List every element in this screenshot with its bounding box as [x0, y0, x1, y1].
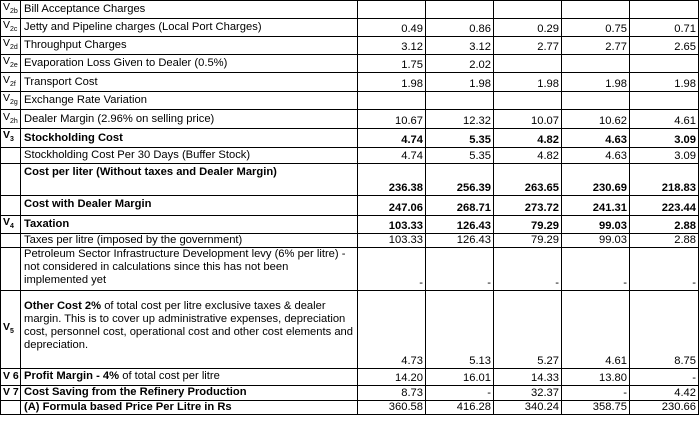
row-code: $V_{2d}$ [1, 37, 21, 55]
table-row [1, 129, 699, 147]
row-description [21, 290, 358, 368]
table-row [1, 92, 699, 110]
value-cell: 2.65 [630, 37, 699, 55]
value-cell: 1.98 [426, 73, 494, 92]
value-cell [358, 1, 426, 19]
value-cell: 126.43 [426, 233, 494, 247]
value-cell: 0.49 [358, 19, 426, 37]
row-description [21, 400, 358, 414]
row-bold-label: (A) Formula based Price Per Litre in Rs [24, 400, 232, 413]
value-cell: 416.28 [426, 400, 494, 414]
value-cell: 360.58 [358, 400, 426, 414]
row-code: V 7 [1, 385, 21, 400]
value-cell: 223.44 [630, 195, 699, 215]
value-cell [562, 55, 630, 73]
row-description: Taxes per litre (imposed by the government) [21, 233, 358, 247]
value-cell: 4.74 [358, 147, 426, 163]
value-cell [426, 92, 494, 110]
value-cell: 99.03 [562, 233, 630, 247]
table-row [1, 400, 699, 414]
table-row [1, 215, 699, 233]
table-row [1, 1, 699, 19]
row-code [1, 400, 21, 414]
row-code: $V_3$ [1, 129, 21, 147]
value-cell: 4.82 [494, 147, 562, 163]
row-description-text: of total cost per litre exclusive taxes & dealer margin. This is to cover up administrative expenses, depreciation cost, personnel cost, operational cost and other cost elements and depreciation. [24, 299, 353, 351]
value-cell: 236.38 [358, 163, 426, 195]
table-row [1, 247, 699, 290]
value-cell: - [494, 247, 562, 290]
value-cell: 4.42 [630, 385, 699, 400]
value-cell: 10.67 [358, 110, 426, 129]
value-cell: 3.12 [358, 37, 426, 55]
value-cell: - [562, 247, 630, 290]
table-row [1, 163, 699, 195]
value-cell: 2.77 [494, 37, 562, 55]
value-cell: 32.37 [494, 385, 562, 400]
row-code [1, 163, 21, 195]
row-description: Jetty and Pipeline charges (Local Port Charges) [21, 19, 358, 37]
value-cell: 10.62 [562, 110, 630, 129]
value-cell: 12.32 [426, 110, 494, 129]
value-cell: 13.80 [562, 368, 630, 385]
value-cell: 4.74 [358, 129, 426, 147]
value-cell: 14.33 [494, 368, 562, 385]
value-cell: 0.29 [494, 19, 562, 37]
value-cell: 4.61 [562, 290, 630, 368]
value-cell [426, 1, 494, 19]
value-cell: 0.71 [630, 19, 699, 37]
row-code [1, 247, 21, 290]
row-code: $V_{2h}$ [1, 110, 21, 129]
row-description: Stockholding Cost Per 30 Days (Buffer Stock) [21, 147, 358, 163]
value-cell: 8.75 [630, 290, 699, 368]
value-cell: - [630, 247, 699, 290]
row-bold-label: Other Cost 2% [24, 299, 102, 312]
value-cell: 4.61 [630, 110, 699, 129]
table-row [1, 73, 699, 92]
value-cell: 230.69 [562, 163, 630, 195]
value-cell: 103.33 [358, 233, 426, 247]
row-code: V 6 [1, 368, 21, 385]
value-cell: 230.66 [630, 400, 699, 414]
row-description [21, 368, 358, 385]
row-description: Dealer Margin (2.96% on selling price) [21, 110, 358, 129]
row-code: $V_4$ [1, 215, 21, 233]
value-cell: 103.33 [358, 215, 426, 233]
row-description: Petroleum Sector Infrastructure Development levy (6% per litre) - not considered in calculations since this has not been implemented yet [21, 247, 358, 290]
value-cell: - [358, 247, 426, 290]
value-cell: 2.88 [630, 215, 699, 233]
value-cell: 1.98 [494, 73, 562, 92]
row-description: Throughput Charges [21, 37, 358, 55]
row-description: Exchange Rate Variation [21, 92, 358, 110]
value-cell [630, 92, 699, 110]
value-cell: 0.86 [426, 19, 494, 37]
value-cell: 1.75 [358, 55, 426, 73]
value-cell: 273.72 [494, 195, 562, 215]
row-description: Bill Acceptance Charges [21, 1, 358, 19]
value-cell: 3.09 [630, 129, 699, 147]
row-code: $V_{2c}$ [1, 19, 21, 37]
value-cell: - [426, 385, 494, 400]
value-cell: 2.88 [630, 233, 699, 247]
table-row [1, 233, 699, 247]
value-cell: 10.07 [494, 110, 562, 129]
value-cell: - [630, 368, 699, 385]
value-cell [494, 1, 562, 19]
row-code: $V_{2g}$ [1, 92, 21, 110]
value-cell [494, 92, 562, 110]
value-cell: 126.43 [426, 215, 494, 233]
value-cell: 0.75 [562, 19, 630, 37]
value-cell: 340.24 [494, 400, 562, 414]
row-bold-label: Cost Saving from the Refinery Production [24, 386, 247, 399]
value-cell: 99.03 [562, 215, 630, 233]
value-cell: 16.01 [426, 368, 494, 385]
value-cell [630, 1, 699, 19]
row-description: Transport Cost [21, 73, 358, 92]
value-cell: 4.63 [562, 129, 630, 147]
value-cell: 2.77 [562, 37, 630, 55]
value-cell [630, 55, 699, 73]
row-code: $V_5$ [1, 290, 21, 368]
value-cell: 1.98 [358, 73, 426, 92]
value-cell: 218.83 [630, 163, 699, 195]
row-description: Stockholding Cost [21, 129, 358, 147]
row-bold-label: Profit Margin - 4% [24, 370, 120, 383]
value-cell [494, 55, 562, 73]
value-cell: 3.09 [630, 147, 699, 163]
value-cell: 263.65 [494, 163, 562, 195]
value-cell: 5.35 [426, 129, 494, 147]
table-row [1, 385, 699, 400]
table-row [1, 19, 699, 37]
value-cell: 4.63 [562, 147, 630, 163]
row-code [1, 233, 21, 247]
table-row [1, 147, 699, 163]
value-cell [562, 92, 630, 110]
table-row [1, 55, 699, 73]
row-code: $V_{2e}$ [1, 55, 21, 73]
table-row [1, 368, 699, 385]
value-cell: 1.98 [630, 73, 699, 92]
table-row [1, 110, 699, 129]
row-description [21, 385, 358, 400]
value-cell [358, 92, 426, 110]
value-cell [562, 1, 630, 19]
row-code: $V_{2b}$ [1, 1, 21, 19]
row-description: Evaporation Loss Given to Dealer (0.5%) [21, 55, 358, 73]
value-cell: 256.39 [426, 163, 494, 195]
value-cell: 4.82 [494, 129, 562, 147]
row-description: Taxation [21, 215, 358, 233]
value-cell: 79.29 [494, 215, 562, 233]
value-cell: 14.20 [358, 368, 426, 385]
table-row [1, 195, 699, 215]
value-cell: - [562, 385, 630, 400]
value-cell: 3.12 [426, 37, 494, 55]
value-cell: 268.71 [426, 195, 494, 215]
table-row [1, 290, 699, 368]
row-code [1, 147, 21, 163]
value-cell: - [426, 247, 494, 290]
value-cell: 5.13 [426, 290, 494, 368]
value-cell: 4.73 [358, 290, 426, 368]
value-cell: 79.29 [494, 233, 562, 247]
row-description: Cost with Dealer Margin [21, 195, 358, 215]
table-row [1, 37, 699, 55]
row-code [1, 195, 21, 215]
value-cell: 247.06 [358, 195, 426, 215]
row-description: Cost per liter (Without taxes and Dealer Margin) [21, 163, 358, 195]
value-cell: 8.73 [358, 385, 426, 400]
value-cell: 2.02 [426, 55, 494, 73]
value-cell: 5.27 [494, 290, 562, 368]
row-code: $V_{2f}$ [1, 73, 21, 92]
value-cell: 5.35 [426, 147, 494, 163]
value-cell: 1.98 [562, 73, 630, 92]
value-cell: 358.75 [562, 400, 630, 414]
value-cell: 241.31 [562, 195, 630, 215]
row-description-text: of total cost per litre [119, 370, 220, 383]
